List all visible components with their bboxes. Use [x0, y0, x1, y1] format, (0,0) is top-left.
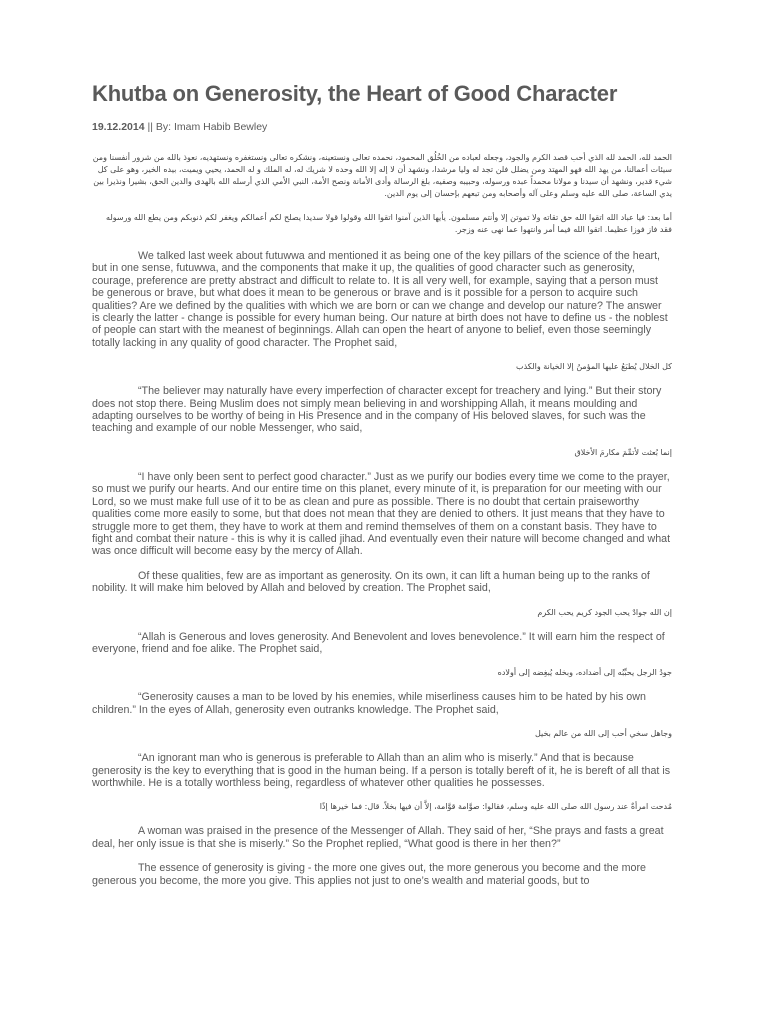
arabic-quote: مُدحت امرأةٌ عند رسول الله صلى الله عليه وسلم، فقالوا: صوَّامة قوَّامة، إلاَّ أن فيها بخلاً. قال: فما خيرها إذًا	[319, 802, 672, 812]
arabic-quote: كل الخلال يُطبَعُ عليها المؤمنُ إلا الخيانة والكذب	[516, 362, 672, 372]
paragraph: “The believer may naturally have every imperfection of character except for treachery and lying.” But their story does not stop there. Being Muslim does not simply mean believing in and worshipping Allah, it means moulding and adapting ourselves to be worthy of being in His Presence and in the company of His beloved slaves, for such was the teaching and example of our noble Messenger, who said,	[92, 385, 662, 435]
article-meta	[92, 120, 672, 134]
paragraph: Of these qualities, few are as important as generosity. On its own, it can lift a human being up to the ranks of nobility. It will make him beloved by Allah and beloved by creation. The Prophet said,	[92, 569, 650, 595]
article-byline: || By: Imam Habib Bewley	[144, 121, 268, 133]
article	[92, 80, 672, 887]
arabic-second-text: أما بعد: فيا عباد الله اتقوا الله حق تقاته ولا تموتن إلا وأنتم مسلمون. يأيها الذين آمنوا اتقوا الله وقولوا قولا سديدا يصلح لكم أعمالكم ويغفر لكم ذنوبكم ومن يطع الله ورسوله فقد فاز فوزا عظيما. اتقوا الله فيما أمر وانتهوا عما نهى عنه وزجر.	[106, 213, 672, 234]
arabic-quote: جودُ الرجل يحبِّبُه إلى أضداده، وبخله يُبغِضه إلى أولاده	[497, 668, 672, 678]
paragraph: A woman was praised in the presence of the Messenger of Allah. They said of her, “She prays and fasts a great deal, her only issue is that she is miserly.” So the Prophet replied, “What good is there in her then?”	[92, 825, 664, 850]
arabic-quote: إنما بُعثت لأتمِّمَ مكارمَ الأخلاق	[574, 447, 672, 457]
paragraph: “Generosity causes a man to be loved by his enemies, while miserliness causes him to be hated by his own children.” In the eyes of Allah, generosity even outranks knowledge. The Prophet said,	[92, 691, 646, 716]
paragraph: The essence of generosity is giving - the more one gives out, the more generous you become and the more generous you become, the more you give. This applies not just to one’s wealth and material goods, but to	[92, 862, 646, 887]
article-title: Khutba on Generosity, the Heart of Good Character	[92, 81, 618, 106]
paragraph: We talked last week about futuwwa and mentioned it as being one of the key pillars of the science of the heart, but in one sense, futuwwa, and the components that make it up, the qualities of good character such as generosity, courage, preference are pretty abstract and difficult to relate to. It is all very well, for example, saying that a person must be generous or brave, but what does it mean to be generous or brave and is it possible for a person to acquire such qualities? Are we defined by the qualities with which we are born or can we change and develop our nature? The answer is clearly the latter - change is possible for every human being. Our nature at birth does not have to define us - the noblest of people can start with the meanest of beginnings. Allah can open the heart of anyone to belief, even those seemingly totally lacking in any quality of good character. The Prophet said,	[92, 250, 668, 349]
arabic-quote: إن الله جوادٌ يحب الجود كريم يحب الكرم	[537, 607, 672, 617]
arabic-quote: وجاهل سخي أحب إلى الله من عالم بخيل	[534, 729, 672, 739]
paragraph: “An ignorant man who is generous is preferable to Allah than an alim who is miserly.” And that is because generosity is the key to everything that is good in the human being. If a person is totally bereft of it, he is bereft of all that is worthwhile. He is a totally worthless being, regardless of whatever other qualities he possesses.	[92, 752, 671, 789]
article-date: 19.12.2014	[92, 121, 145, 133]
paragraph: “I have only been sent to perfect good character.” Just as we purify our bodies every time we come to the prayer, so must we purify our hearts. And our entire time on this planet, every minute of it, is preparation for our meeting with our Lord, so we must make full use of it to be as clean and pure as possible. There is no doubt that certain praiseworthy qualities come more easily to some, but that does not mean that they are denied to others. It just means that they have to struggle more to get them, they have to work at them and remind themselves of them on a constant basis. They have to fight and combat their nature - this is why it is called jihad. And eventually even their nature will become changed and what was once difficult will become easy by the mercy of Allah.	[92, 470, 671, 558]
arabic-opening-text: الحمد لله، الحمد لله الذي أحب قصد الكرم والجود، وجعله لعباده من الخُلُق المحمود، نحمده تعالى ونستعينه، ونشكره تعالى ونستغفره ونستهديه، نعوذ بالله من شرور أنفسنا ومن سيئات أعمالنا، من يهد الله فهو المهتد ومن يضلل فلن تجد له وليا مرشدا، ونشهد أن لا إله إلا الله وحده لا شريك له، له الملك و له الحمد، يحيي ويميت، بيده الخير، وهو على كل شيء قدير، ونشهد أن سيدنا و مولانا محمداً عبده ورسوله، وحبيبه وصفيه، بلغ الرسالة وأدى الأمانة ونصح الأمة، النبي الأمي الذي أرسله الله بالهدى والدين الحق، بشيرا ونذيرا بين يدي الساعة، صلى الله عليه وسلم وعلى آله وأصحابه ومن تبعهم بإحسان إلى يوم الدين.	[92, 153, 672, 198]
paragraph: “Allah is Generous and loves generosity. And Benevolent and loves benevolence.” It will earn him the respect of everyone, friend and foe alike. The Prophet said,	[92, 630, 665, 655]
